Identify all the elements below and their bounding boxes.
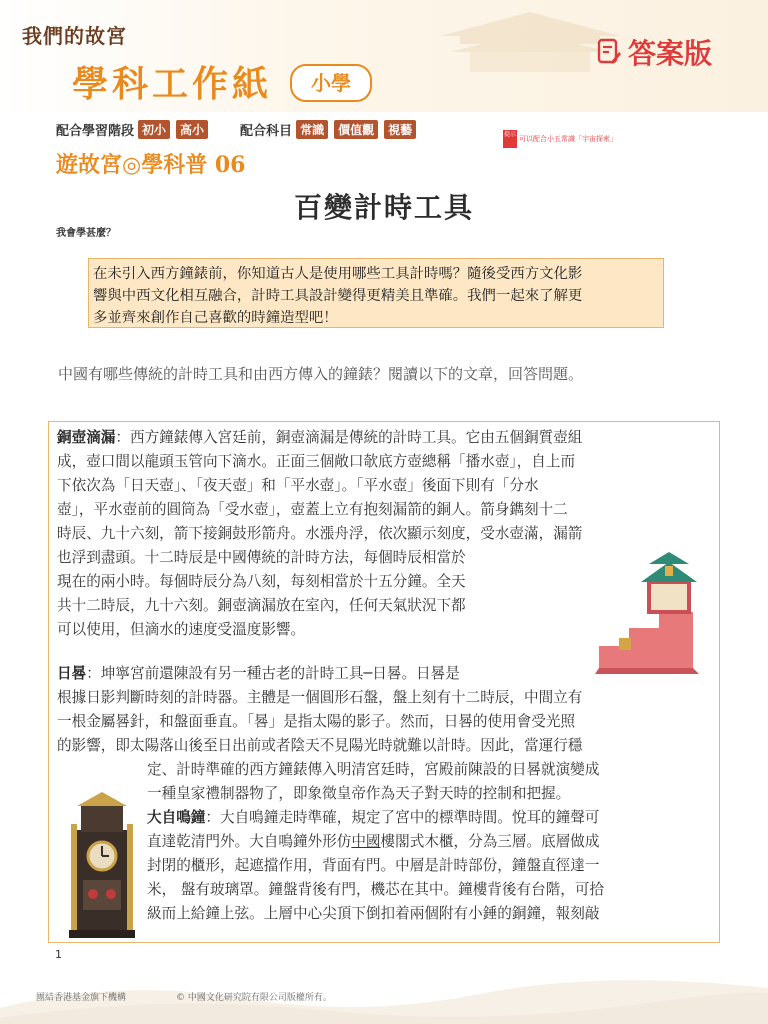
- meta-row: [56, 120, 418, 139]
- series-title: 遊故宮◎學科普 06: [56, 152, 246, 178]
- reading-passage: [48, 421, 720, 943]
- note-box: [503, 130, 617, 148]
- worksheet-title: 學科工作紙: [72, 63, 273, 105]
- footer-copyright: © 中國文化研究院有限公司版權所有。: [176, 993, 332, 1003]
- stage-label: 配合學習階段: [56, 124, 135, 139]
- passage-line: 的影響，即太陽落山後至日出前或者陰天不見陽光時就難以計時。因此，當運行穩: [57, 737, 583, 754]
- page-title: 百變計時工具: [293, 191, 474, 224]
- clepsydra-illustration-icon: [589, 550, 707, 678]
- intro-line: 在未引入西方鐘錶前，你知道古人是使用哪些工具計時嗎？隨後受西方文化影: [93, 266, 583, 282]
- passage-line: 米， 盤有玻璃罩。鐘盤背後有門，機芯在其中。鐘樓背後有台階，可拾: [147, 881, 605, 898]
- passage-line: 成，壺口間以龍頭玉管向下滴水。正面三個敞口欹底方壺總稱「播水壺」，自上而: [57, 453, 576, 470]
- passage-line: 現在的兩小時。每個時辰分為八刻，每刻相當於十五分鐘。全天: [57, 573, 466, 590]
- passage-line: 可以使用，但滴水的速度受溫度影響。: [57, 621, 306, 638]
- passage-line: 一種皇家禮制器物了，即象徵皇帝作為天子對天時的控制和把握。: [147, 785, 571, 802]
- subject-tag: 視藝: [384, 120, 416, 139]
- term-sundial: 日晷: [57, 665, 87, 682]
- note-text: 可以配合小五常識「宇宙探索」: [519, 135, 617, 143]
- passage-line: 一根金屬晷針，和盤面垂直。「晷」是指太陽的影子。然而，日晷的使用會受光照: [57, 713, 576, 730]
- footer-organization: 團結香港基金旗下機構: [36, 993, 127, 1003]
- term-bronze-clepsydra: 銅壺滴漏: [57, 429, 116, 446]
- passage-line: 直達乾清門外。大自鳴鐘外形仿中國樓閣式木櫃，分為三層。底層做成: [147, 833, 600, 850]
- stage-tag: 高小: [176, 120, 208, 139]
- stage-tag: 初小: [138, 120, 170, 139]
- note-flag: 提示: [503, 130, 517, 148]
- passage-line: 銅壺滴漏：西方鐘錶傳入宮廷前，銅壺滴漏是傳統的計時工具。它由五個銅質壺組: [57, 429, 583, 446]
- intro-line: 響與中西文化相互融合，計時工具設計變得更精美且準確。我們一起來了解更: [93, 288, 583, 304]
- passage-line: 定、計時準確的西方鐘錶傳入明清宮廷時，宮殿前陳設的日晷就演變成: [147, 761, 600, 778]
- passage-line: 時辰、九十六刻，箭下接銅鼓形箭舟。水漲舟浮，依次顯示刻度，受水壺滿，漏箭: [57, 525, 583, 542]
- passage-line: 大自鳴鐘：大自鳴鐘走時準確，規定了宮中的標準時間。悅耳的鐘聲可: [147, 809, 600, 826]
- brand-title: 我們的故宮: [22, 24, 127, 48]
- subject-tag: 價值觀: [334, 120, 378, 139]
- passage-line: 日晷：坤寧宮前還陳設有另一種古老的計時工具─日晷。日晷是: [57, 665, 460, 682]
- level-badge: 小學: [290, 64, 372, 102]
- page-number: 1: [55, 948, 62, 961]
- passage-line: 共十二時辰，九十六刻。銅壺滴漏放在室內，任何天氣狀況下都: [57, 597, 466, 614]
- answer-version-badge: [596, 32, 712, 72]
- intro-box: [88, 258, 664, 328]
- subject-tag: 常識: [296, 120, 328, 139]
- intro-line: 多並齊來創作自己喜歡的時鐘造型吧！: [93, 310, 338, 326]
- term-great-chiming-clock: 大自鳴鐘: [147, 809, 206, 826]
- passage-line: 根據日影判斷時刻的計時器。主體是一個圓形石盤，盤上刻有十二時辰，中間立有: [57, 689, 583, 706]
- passage-line: 級而上給鐘上弦。上層中心尖頂下倒扣着兩個附有小錘的銅鐘，報刻敲: [147, 905, 600, 922]
- passage-line: 下依次為「日天壺」、「夜天壺」和「平水壺」。「平水壺」後面下則有「分水: [57, 477, 539, 494]
- passage-line: 也浮到盡頭。十二時辰是中國傳統的計時方法，每個時辰相當於: [57, 549, 466, 566]
- passage-line: 壺」，平水壺前的圓筒為「受水壺」，壺蓋上立有抱刻漏箭的銅人。箭身鐫刻十二: [57, 501, 568, 518]
- learn-heading: 我會學甚麼？: [56, 228, 116, 239]
- subject-label: 配合科目: [240, 124, 293, 139]
- passage-line: 封閉的櫃形，起遮擋作用，背面有門。中層是計時部份，鐘盤直徑達一: [147, 857, 600, 874]
- question-prompt: 中國有哪些傳統的計時工具和由西方傳入的鐘錶？閱讀以下的文章，回答問題。: [58, 365, 584, 383]
- chiming-clock-illustration-icon: [59, 790, 145, 940]
- answer-sheet-icon: [596, 38, 622, 66]
- underlined-word: 中國: [351, 833, 381, 850]
- answer-version-label: 答案版: [628, 37, 713, 70]
